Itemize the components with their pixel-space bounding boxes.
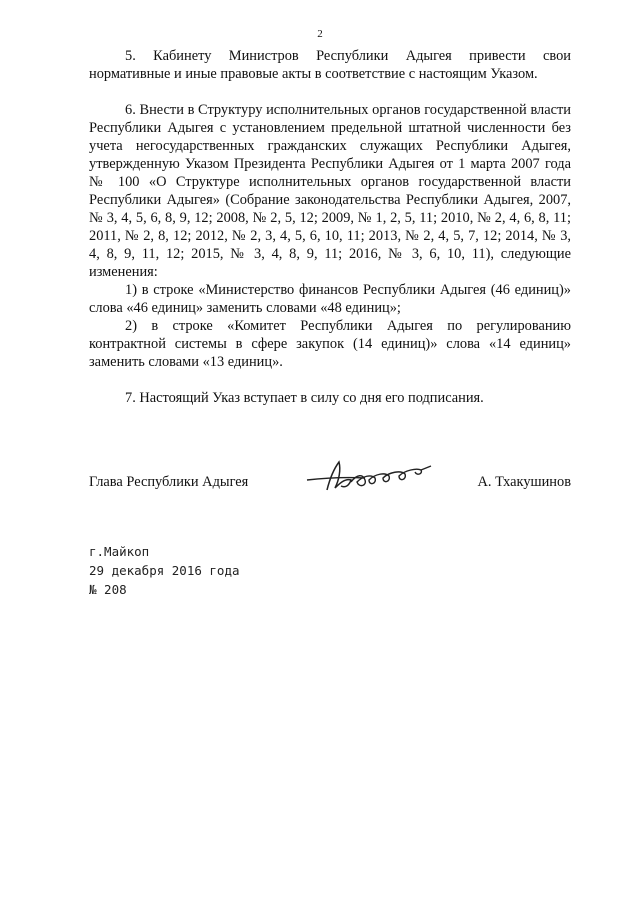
paragraph-6-item-1: 1) в строке «Министерство финансов Республики Адыгея (46 единиц)» слова «46 единиц» заменить словами «48 единиц»; (89, 282, 571, 316)
decree-number: № 208 (89, 582, 127, 597)
paragraph-5: 5. Кабинету Министров Республики Адыгея привести свои нормативные и иные правовые акты в соответствие с настоящим Указом. (89, 48, 571, 82)
signature-block (89, 474, 571, 492)
date: 29 декабря 2016 года (89, 563, 240, 578)
city: г.Майкоп (89, 544, 150, 559)
place-date-block (89, 542, 240, 599)
paragraph-7: 7. Настоящий Указ вступает в силу со дня его подписания. (125, 390, 484, 406)
page-number: 2 (317, 28, 323, 40)
handwritten-signature (305, 460, 445, 494)
signatory-title: Глава Республики Адыгея (89, 474, 249, 490)
decree-body (89, 47, 571, 407)
paragraph-6-item-2: 2) в строке «Комитет Республики Адыгея по регулированию контрактной системы в сфере закупок (14 единиц)» слова «14 единиц» заменить словами «13 единиц». (89, 318, 571, 370)
paragraph-6: 6. Внести в Структуру исполнительных органов государственной власти Республики Адыгея с установлением предельной штатной численности без учета негосударственных гражданских служащих Республики Адыгея, утвержденную Указом Президента Республики Адыгея от 1 марта 2007 года № 100 «О Структуре исполнительных органов государственной власти Республики Адыгея» (Собрание законодательства Республики Адыгея, 2007, № 3, 4, 5, 6, 8, 9, 12; 2008, № 2, 5, 12; 2009, № 1, 2, 5, 11; 2010, № 2, 4, 6, 8, 11; 2011, № 2, 8, 12; 2012, № 2, 3, 4, 5, 6, 10, 11; 2013, № 2, 4, 5, 7, 12; 2014, № 3, 4, 8, 9, 11, 12; 2015, № 3, 4, 8, 9, 11; 2016, № 3, 6, 10, 11), следующие изменения: (89, 102, 571, 280)
signatory-name: А. Тхакушинов (477, 474, 571, 490)
